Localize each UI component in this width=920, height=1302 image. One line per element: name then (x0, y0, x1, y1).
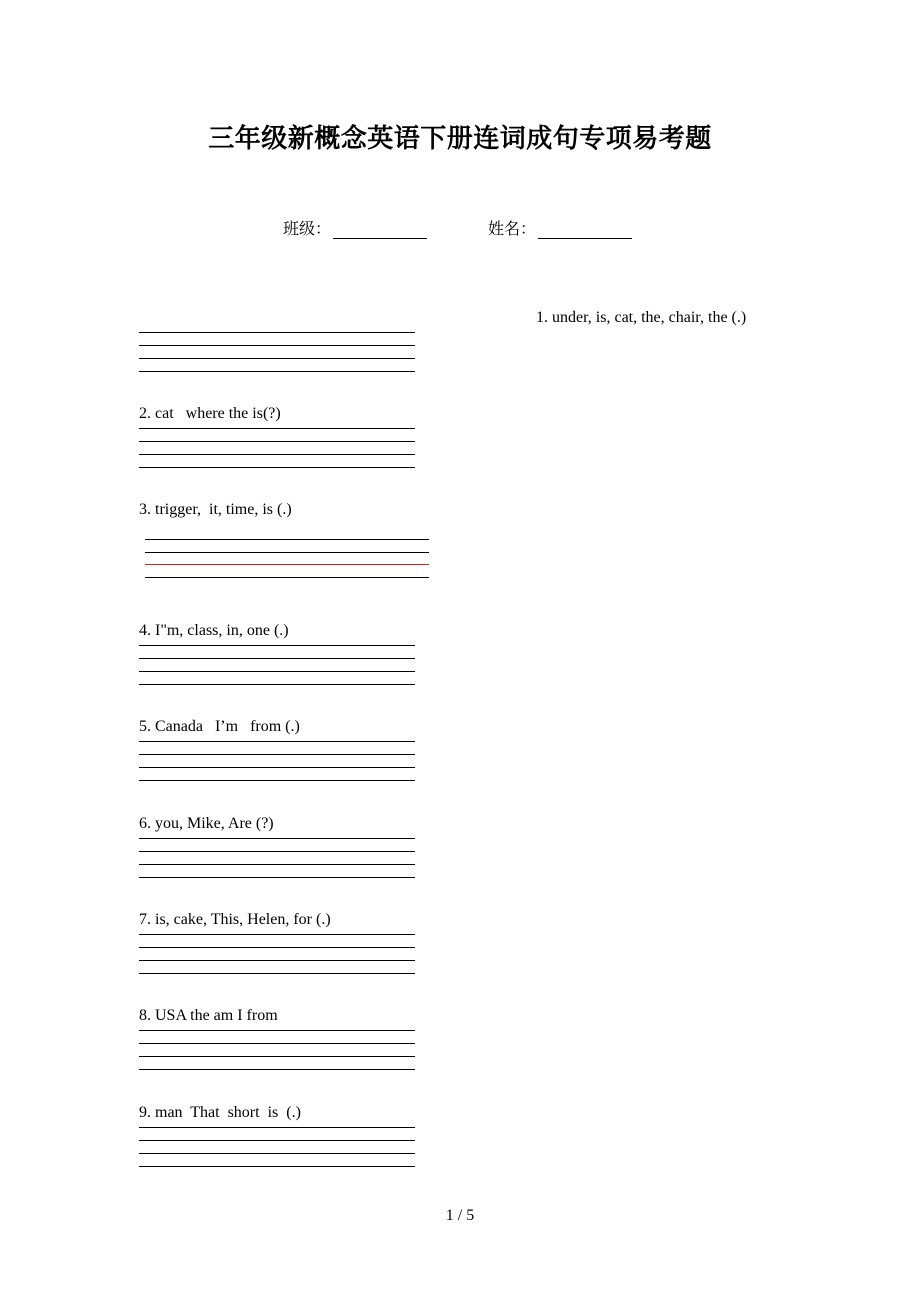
answer-line[interactable] (139, 671, 415, 672)
answer-line[interactable] (139, 973, 415, 974)
answer-line[interactable] (139, 947, 415, 948)
question-7-text: 7. is, cake, This, Helen, for (.) (139, 911, 331, 928)
answer-line[interactable] (139, 1153, 415, 1154)
answer-line[interactable] (139, 332, 415, 333)
answer-line[interactable] (139, 1030, 415, 1031)
answer-line[interactable] (145, 539, 429, 540)
class-blank[interactable] (333, 220, 427, 239)
answer-line[interactable] (139, 345, 415, 346)
answer-line[interactable] (139, 767, 415, 768)
name-blank[interactable] (538, 220, 632, 239)
answer-line[interactable] (139, 684, 415, 685)
answer-line[interactable] (139, 1056, 415, 1057)
answer-line[interactable] (139, 1166, 415, 1167)
answer-line[interactable] (139, 467, 415, 468)
question-2-text: 2. cat where the is(?) (139, 405, 281, 422)
answer-line[interactable] (139, 754, 415, 755)
question-6-text: 6. you, Mike, Are (?) (139, 815, 274, 832)
answer-line[interactable] (145, 552, 429, 553)
answer-line[interactable] (139, 358, 415, 359)
answer-line[interactable] (139, 864, 415, 865)
question-8-text: 8. USA the am I from (139, 1007, 278, 1024)
answer-line[interactable] (139, 371, 415, 372)
answer-line[interactable] (139, 877, 415, 878)
page-number: 1 / 5 (445, 1207, 475, 1224)
answer-line[interactable] (139, 645, 415, 646)
answer-line[interactable] (139, 658, 415, 659)
answer-line[interactable] (145, 577, 429, 578)
answer-line[interactable] (145, 564, 429, 565)
answer-line[interactable] (139, 441, 415, 442)
answer-line[interactable] (139, 741, 415, 742)
answer-line[interactable] (139, 851, 415, 852)
class-label: 班级： (283, 219, 332, 238)
answer-line[interactable] (139, 1127, 415, 1128)
name-field (488, 216, 632, 239)
answer-line[interactable] (139, 780, 415, 781)
name-label: 姓名： (488, 219, 537, 238)
page-title: 三年级新概念英语下册连词成句专项易考题 (208, 124, 712, 154)
question-9-text: 9. man That short is (.) (139, 1104, 301, 1121)
question-4-text: 4. I"m, class, in, one (.) (139, 622, 289, 639)
class-field (283, 216, 427, 239)
answer-line[interactable] (139, 1043, 415, 1044)
question-3-text: 3. trigger, it, time, is (.) (139, 501, 292, 518)
answer-line[interactable] (139, 1069, 415, 1070)
answer-line[interactable] (139, 838, 415, 839)
question-1-text: 1. under, is, cat, the, chair, the (.) (536, 309, 747, 326)
answer-line[interactable] (139, 454, 415, 455)
answer-line[interactable] (139, 428, 415, 429)
answer-line[interactable] (139, 1140, 415, 1141)
answer-line[interactable] (139, 960, 415, 961)
answer-line[interactable] (139, 934, 415, 935)
question-5-text: 5. Canada I’m from (.) (139, 718, 300, 735)
